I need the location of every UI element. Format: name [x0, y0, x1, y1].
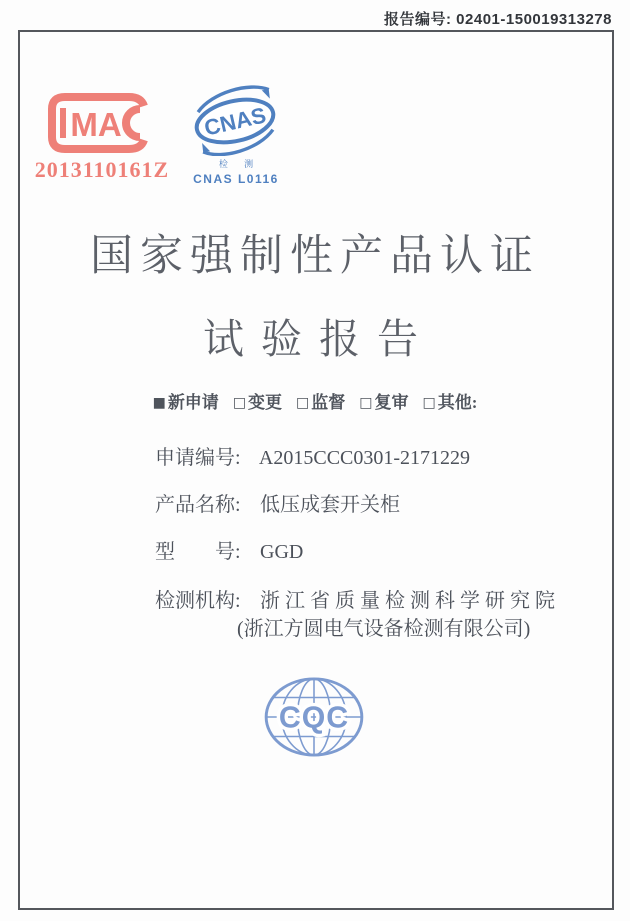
application-type-review [359, 388, 408, 413]
report-number-label: 报告编号: [384, 11, 452, 28]
checkbox-empty-icon: □ [422, 395, 436, 411]
report-title: 试验报告 [203, 316, 435, 362]
checkbox-empty-icon: □ [296, 395, 310, 411]
field-product-name [155, 488, 400, 517]
cnas-lab-number: CNAS L0116 [193, 172, 279, 186]
field-label: 申请编号: [155, 447, 241, 469]
field-testing-agency-alt-name: (浙江方圆电气设备检测有限公司) [237, 618, 531, 640]
cnas-caption: 检 测 [218, 159, 261, 169]
cqc-letters: CQC [278, 701, 350, 735]
application-type-label: 监督 [311, 393, 346, 412]
cqc-logo-icon [263, 676, 365, 758]
report-number [384, 8, 612, 29]
application-type-other [423, 388, 478, 413]
field-application-number [155, 441, 470, 470]
cma-letters: MA [70, 106, 122, 143]
application-type-supervision [296, 388, 345, 413]
cnas-letters: CNAS [201, 102, 269, 141]
cnas-logo-icon [185, 84, 287, 156]
field-label: 检测机构: [155, 590, 241, 612]
application-type-label: 复审 [374, 393, 409, 412]
checkbox-checked-icon: ■ [152, 395, 166, 411]
application-type-label: 新申请 [167, 393, 219, 412]
field-value: A2015CCC0301-2171229 [258, 447, 471, 469]
certification-title: 国家强制性产品认证 [90, 233, 540, 280]
cma-logo-icon [47, 92, 157, 154]
checkbox-empty-icon: □ [232, 395, 247, 411]
field-label: 型 号: [155, 541, 241, 563]
cnas-logo-block [182, 84, 290, 186]
field-model [155, 535, 303, 564]
field-value: GGD [260, 541, 304, 563]
checkbox-empty-icon: □ [359, 395, 373, 411]
application-type-label: 其他: [437, 393, 478, 412]
field-testing-agency [155, 584, 560, 613]
cqc-logo-block [263, 676, 365, 763]
application-type-change [233, 388, 282, 413]
report-number-value: 02401-150019313278 [456, 11, 612, 28]
cma-certificate-number: 2013110161Z [34, 157, 170, 182]
field-value: 浙江省质量检测科学研究院 [260, 590, 560, 612]
field-value: 低压成套开关柜 [260, 494, 400, 516]
application-type-row [0, 388, 630, 413]
field-label: 产品名称: [155, 494, 241, 516]
application-type-new [153, 388, 219, 413]
cma-logo-block [34, 92, 170, 183]
application-type-label: 变更 [248, 393, 283, 412]
